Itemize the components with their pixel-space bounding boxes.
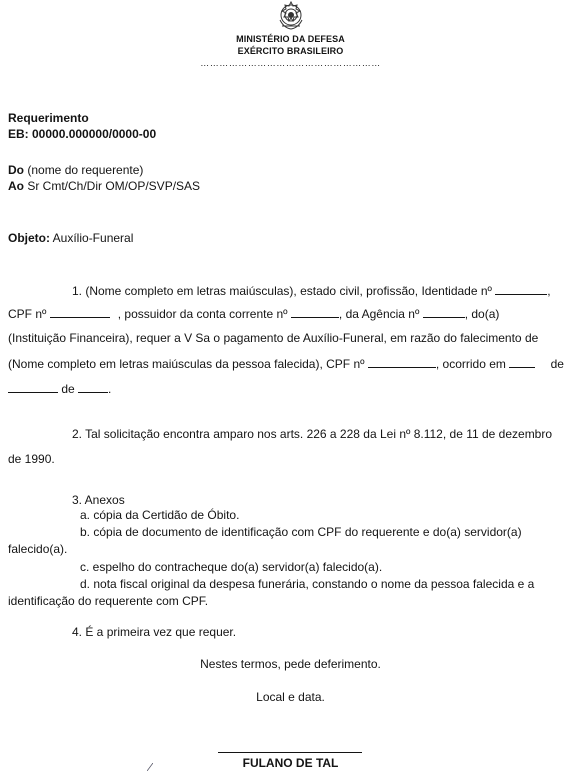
p1-line-1: 1. (Nome completo em letras maiúsculas), estado civil, profissão, Identidade nº , [72,284,551,298]
p1-text-2a: CPF nº [8,307,47,321]
from-value: (nome do requerente) [27,163,144,177]
eb-number: EB: 00000.000000/0000-00 [8,127,157,141]
agency-blank [423,306,465,318]
annex-a: a. cópia da Certidão de Óbito. [80,508,240,522]
to-value: Sr Cmt/Ch/Dir OM/OP/SVP/SAS [27,179,201,193]
ministry-name: MINISTÉRIO DA DEFESA [236,34,345,44]
object-label: Objeto: [8,231,50,245]
closing-line: Nestes termos, pede deferimento. [200,657,381,671]
from-line [8,163,143,177]
p2-line-1: 2. Tal solicitação encontra amparo nos arts. 226 a 228 da Lei nº 8.112, de 11 de dezembro [72,427,553,441]
coat-of-arms-emblem [274,0,308,32]
p1-line-2 [8,306,499,321]
army-name: EXÉRCITO BRASILEIRO [237,46,344,56]
p1-text-4a: (Nome completo em letras maiúsculas da pessoa falecida), CPF nº [8,357,365,371]
to-line [8,179,200,193]
from-label: Do [8,163,24,177]
annex-b-line-1: b. cópia de documento de identificação com CPF do requerente e do(a) servidor(a) [80,525,522,539]
p1-text-2b: , possuidor da conta corrente nº [117,307,288,321]
to-label: Ao [8,179,24,193]
annex-d-line-1: d. nota fiscal original da despesa funerária, constando o nome da pessoa falecida e a [80,577,535,591]
account-blank [291,306,339,318]
object-value: Auxílio-Funeral [52,231,134,245]
p1-text-2c: , da Agência nº [338,307,420,321]
annex-c: c. espelho do contracheque do(a) servidor(a) falecido(a). [80,560,383,574]
signature-line [218,752,362,753]
pen-mark [147,763,153,771]
p1-text-1: 1. (Nome completo em letras maiúsculas), estado civil, profissão, Identidade nº [72,284,492,298]
annex-b-line-2: falecido(a). [8,542,68,556]
annex-d-line-2: identificação do requerente com CPF. [8,594,209,608]
object-line [8,231,133,245]
p1-line-4 [8,356,564,371]
day-blank [509,356,535,368]
p1-text-4c: de [550,357,564,371]
cpf-blank [50,306,110,318]
p2-line-2: de 1990. [8,452,55,466]
year-blank [78,381,108,393]
p1-text-5a: de [61,382,75,396]
p1-text-4b: , ocorrido em [435,357,506,371]
p1-line-3: (Instituição Financeira), requer a V Sa o pagamento de Auxílio-Funeral, em razão do falecimento de [8,331,539,345]
annexes-title: 3. Anexos [72,493,125,507]
month-blank [8,381,58,393]
p1-line-5: de . [8,381,111,396]
place-date-line: Local e data. [256,690,325,704]
identity-blank [495,283,547,295]
deceased-cpf-blank [368,356,436,368]
p4-line: 4. É a primeira vez que requer. [72,625,237,639]
document-title: Requerimento [8,111,89,125]
header-dots: ………………………………………………… [200,58,381,68]
signature-name: FULANO DE TAL [242,756,339,770]
p1-text-2d: , do(a) [464,307,500,321]
